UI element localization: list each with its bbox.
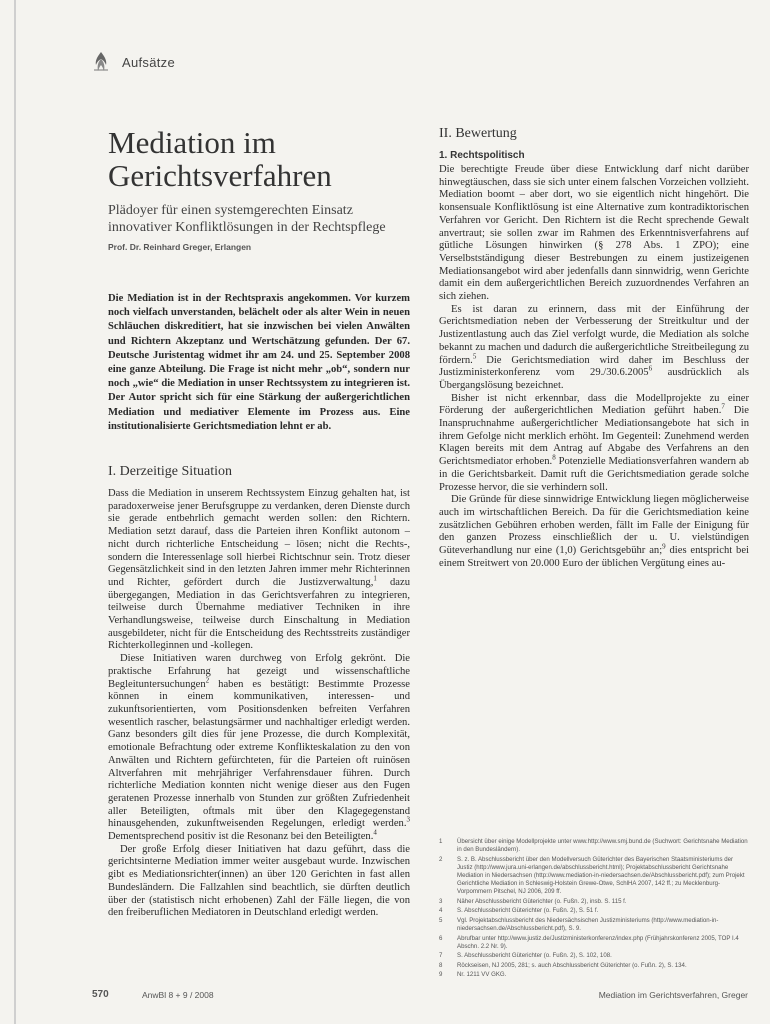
footnote (439, 898, 749, 906)
footnote-ref: 5 (472, 352, 477, 361)
footnote (439, 952, 749, 960)
footnote-number: 3 (439, 897, 443, 905)
footnote-text: Abrufbar unter http://www.justiz.de/Justizministerkonferenz/index.php (Frühjahrskonferenz 2005, TOP I.4 Abschn. 2.2 Nr. 9). (457, 934, 739, 950)
footnote (439, 907, 749, 915)
text-run: ausdrücklich als Übergangslösung bezeichnet. (439, 367, 749, 391)
footnote-text: S. z. B. Abschlussbericht über den Modellversuch Güterichter des Bayerischen Staatsministeriums der Justiz (http://www.jura.uni-erlangen.de/abschlussbericht.html); Projektabschlussbericht Gerichtsnahe Mediation in Niedersachsen (http://www.mediation-in-niedersachsen.de/Abschlussbericht.pdf); zum Projekt Gerichtliche Mediation in Schleswig-Holstein Grewe-Otwe, SchlHA 2007, 142 ff.; zu Mecklenburg-Vorpommern Pitschel, NJ 2006, 209 ff. (457, 855, 745, 896)
footnote (439, 856, 749, 896)
footnote-ref: 4 (373, 828, 377, 837)
right-column (439, 126, 749, 826)
text-run: Potenzielle Mediationsverfahren wandern ab in die Gerichtsbarkeit. Damit ruft die Gerichtsmediation gerade solche Prozesse hervor, die sie verhindern soll. (439, 456, 749, 493)
footnote-ref: 3 (406, 815, 410, 824)
footnote-text: Näher Abschlussbericht Güterichter (o. Fußn. 2), insb. S. 115 f. (457, 897, 627, 905)
journal-logo-icon (92, 51, 110, 73)
footnote-number: 4 (439, 907, 443, 915)
article-title (108, 126, 410, 192)
footnote-ref: 7 (721, 402, 725, 411)
footnote-number: 6 (439, 934, 443, 942)
footnote-text: Vgl. Projektabschlussbericht des Niedersächsischen Justizministeriums (http://www.mediation-in-niedersachsen.de/Abschlussbericht.pdf), S. 9. (457, 916, 719, 932)
article-author: Prof. Dr. Reinhard Greger, Erlangen (108, 242, 252, 252)
footnote-text: S. Abschlussbericht Güterichter (o. Fußn. 2), S. 51 f. (457, 907, 599, 915)
section-1-paragraph-3: Der große Erfolg dieser Initiativen hat dazu geführt, dass die gerichtsinterne Mediation immer weiter ausgebaut wurde. Inzwischen gibt es Mediationsrichter(innen) an über 120 Gerichten in fast allen Bundesländern. Die Fallzahlen sind beachtlich, sie dürften deutlich über der (statistisch nicht erhobenen) Zahl der Fälle liegen, die von den freiberuflichen Mediatoren in Deutschland erledigt werden. (108, 843, 410, 919)
footnote-text: Nr. 1211 VV GKG. (457, 971, 507, 979)
text-run: dies entspricht bei einem Streitwert von 20.000 Euro der üblichen Vergütung eines au- (439, 545, 749, 569)
running-title: Mediation im Gerichtsverfahren, Greger (598, 990, 748, 1000)
section-label: Aufsätze (122, 54, 175, 70)
text-run: Diese Initiativen waren durchweg von Erfolg gekrönt. Die praktische Erfahrung hat gezeigt und wissenschaftliche Begleituntersuchungen (108, 653, 410, 690)
footnote (439, 935, 749, 951)
footnote-number: 5 (439, 916, 443, 924)
text-run: haben es bestätigt: Bestimmte Prozesse können in einem kommunikativen, interessen- und zukunftsorientierten, vom Positionsdenken befreiten Verfahren wesentlich rascher, belastungsärmer und nachhaltiger erledigt werden. Ganz besonders gilt dies für jene Prozesse, die durch Komplexität, emotionale Befrachtung oder extreme Konflikteskalation zu den von Anwälten und Richtern gefürchteten, für die Parteien oft ruinösen Altverfahren mit mehrjähriger Verfahrensdauer führen. Durch richterliche Mediation konnten nicht wenige dieser aus den Fugen geratenen Prozesse innerhalb von Stunden zur größten Zufriedenheit aller Beteiligten, oftmals mit über den Klagegegenstand hinausgehenden, zukunftweisenden Regelungen, erledigt werden. (108, 678, 410, 830)
footnote (439, 838, 749, 854)
scan-edge (14, 0, 16, 1024)
text-run: Es ist daran zu erinnern, dass mit der Einführung der Gerichtsmediation neben der Verbesserung der Streitkultur und der Justizentlastung auch das Ziel verfolgt wurde, die Mediation als solche bekannt zu machen und dadurch die außergerichtliche Streitbeilegung zu fördern. (439, 303, 749, 366)
text-run: Die Inanspruchnahme außergerichtlicher Mediationsangebote hat sich in ihrem Gefolge nicht merklich erhöht. Im Gegenteil: Zunehmend werden Klagen bereits mit dem Antrag auf Abgabe des Verfahrens an den Gerichtsmediator erhoben. (439, 405, 749, 468)
section-2-paragraph-2 (439, 304, 749, 393)
footnote-number: 1 (439, 838, 443, 845)
footnote-ref: 9 (662, 542, 666, 551)
page-number: 570 (92, 989, 109, 1000)
section-2-paragraph-4 (439, 494, 749, 570)
footnote-text: S. Abschlussbericht Güterichter (o. Fußn. 2), S. 102, 108. (457, 952, 612, 960)
text-run: Die Gründe für diese sinnwidrige Entwicklung liegen möglicherweise auch im wirtschaftlichen Bereich. Da für die Gerichtsmediation keine zusätzlichen Gebühren erhoben werden, fällt im Falle der Einigung für den ganzen Prozess einschließlich der u. U. vielstündigen Güteverhandlung nur eine (1,0) Gerichtsgebühr an; (439, 494, 749, 557)
footnote-ref: 1 (373, 574, 377, 583)
text-run: Bisher ist nicht erkennbar, dass die Modellprojekte zu einer Förderung der außergerichtlichen Mediation geführt haben. (439, 392, 749, 417)
text-run: Die Gerichtsmediation wird daher im Beschluss der Justizministerkonferenz vom 29./30.6.2005 (439, 354, 749, 379)
footnote-ref: 8 (552, 453, 556, 462)
article-title-line-2: Gerichtsverfahren (108, 158, 332, 193)
footnote-number: 9 (439, 971, 443, 979)
section-2-paragraph-1: Die berechtigte Freude über diese Entwicklung darf nicht darüber hinwegtäuschen, dass sie sich unter einem falschen Vorzeichen vollzieht. Mediation boomt – aber dort, wo sie eigentlich nicht hingehört. Die konsensuale Konfliktlösung ist eine Alternative zum kontradiktorischen Verfahren vor Gericht. Den Richtern ist die Recht sprechende Gewalt anvertraut; sie sollen zwar im Rahmen des Erkenntnisverfahrens auf gütliche Lösungen hinwirken (§ 278 Abs. 1 ZPO); eine Verselbstständigung dieser Bestrebungen zu einem justizeigenen Mediationsangebot wird aber jedenfalls dann sinnwidrig, wenn Gerichte damit ein dem außergerichtlichen Bereich zuzuordnendes Verfahren an sich ziehen. (439, 164, 749, 303)
footnotes (439, 838, 749, 981)
footnote-text: Übersicht über einige Modellprojekte unter www.http://www.smj.bund.de (Suchwort: Gerichtsnahe Mediation in den Bundesländern). (457, 838, 748, 854)
footnote (439, 971, 749, 979)
journal-issue: AnwBl 8 + 9 / 2008 (142, 990, 214, 1000)
section-2-paragraph-3 (439, 393, 749, 495)
footnote-ref: 2 (205, 676, 210, 685)
left-column (108, 126, 410, 946)
section-1-heading: I. Derzeitige Situation (108, 464, 233, 480)
page-header (92, 50, 175, 74)
footnote (439, 917, 749, 933)
text-run: Dass die Mediation in unserem Rechtssystem Einzug gehalten hat, ist paradoxerweise jener Berufsgruppe zu verdanken, deren Dienste durch sie gerade entbehrlich gemacht werden sollen: den Richtern. Mediation setzt darauf, dass die Parteien ihren Konflikt autonom – nicht durch richterliche Entscheidung – lösen; nicht die Rechts-, sondern die Interessenlage soll hierbei Richtschnur sein. Trotz dieser Gegensätzlichkeit sind in den letzten Jahren immer mehr Richterinnen und Richter, gefördert durch die Justizverwaltung, (108, 488, 410, 588)
section-1-paragraph-2 (108, 653, 410, 844)
footnote-text: Röckseisen, NJ 2005, 281; s. auch Abschlussbericht Güterichter (o. Fußn. 2), S. 134. (457, 961, 687, 969)
text-run: dazu übergegangen, Mediation in das Gerichtsverfahren zu integrieren, teilweise durch Übernahme mediativer Techniken in ihre Verhandlungsweise, teilweise durch Einschaltung in Mediation ausgebildeter, nicht für die Entscheidung des Rechtsstreits zuständiger Richterkolleginnen und -kollegen. (108, 576, 410, 652)
subsection-1-heading: 1. Rechtspolitisch (439, 150, 525, 161)
footnote-ref: 6 (648, 364, 653, 373)
section-1-paragraph-1 (108, 488, 410, 653)
section-2-heading: II. Bewertung (439, 126, 517, 141)
text-run: Dementsprechend positiv ist die Resonanz bei den Beteiligten. (108, 831, 374, 843)
footnote-number: 2 (439, 855, 443, 863)
article-subtitle: Plädoyer für einen systemgerechten Einsatz innovativer Konfliktlösungen in der Rechtspflege (108, 203, 386, 235)
article-abstract: Die Mediation ist in der Rechtspraxis angekommen. Vor kurzem noch vielfach unverstanden, belächelt oder als alter Wein in neuen Schläuchen diskreditiert, hat sie inzwischen bei vielen Anwälten und Richtern Akzeptanz und Wertschätzung gefunden. Der 67. Deutsche Juristentag widmet ihr am 24. und 25. September 2008 eine ganze Abteilung. Die Frage ist nicht mehr „ob“, sondern nur noch „wie“ die Mediation in unser Rechtssystem zu integrieren ist. Der Autor spricht sich für eine Stärkung der außergerichtlichen Mediation und mediativer Elemente im Prozess aus. Eine institutionalisierte Gerichtsmediation lehnt er ab. (108, 293, 410, 432)
article-title-line-1: Mediation im (108, 126, 276, 160)
footnote-number: 7 (439, 952, 443, 960)
footnote-number: 8 (439, 961, 443, 969)
footnote (439, 962, 749, 970)
